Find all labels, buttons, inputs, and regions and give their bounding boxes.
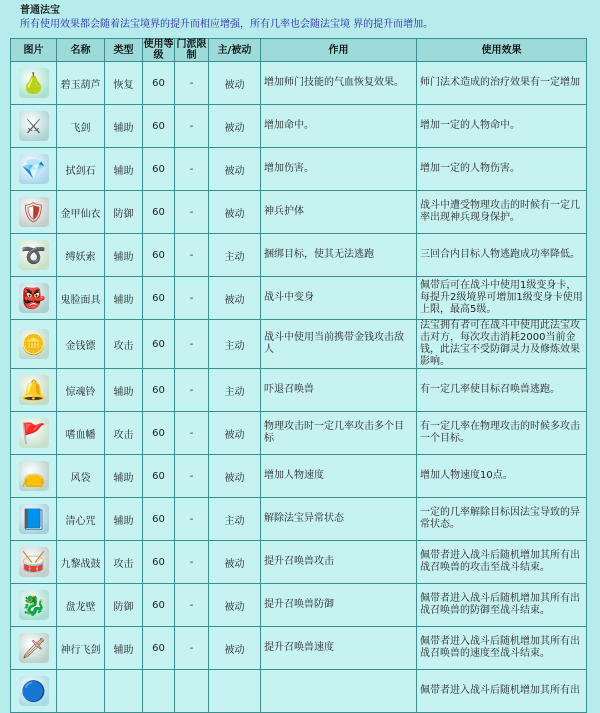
cell-use: 佩带者进入战斗后随机增加其所有出战召唤兽的防御至战斗结束。 (417, 584, 587, 627)
cell-level: 60 (143, 191, 175, 234)
cell-effect: 增加命中。 (261, 105, 417, 148)
cell-effect: 战斗中使用当前携带金钱攻击敌人 (261, 320, 417, 369)
cell-name (57, 670, 105, 713)
cell-mode (209, 670, 261, 713)
col-effect: 作用 (261, 39, 417, 62)
cell-image (11, 369, 57, 412)
cell-type: 辅助 (105, 369, 143, 412)
table-row (11, 670, 587, 713)
cell-type: 防御 (105, 191, 143, 234)
cell-image (11, 277, 57, 320)
col-school: 门派限制 (176, 39, 207, 61)
demon-rope-icon (19, 240, 49, 270)
cell-level: 60 (143, 541, 175, 584)
cell-effect: 战斗中变身 (261, 277, 417, 320)
cell-image (11, 584, 57, 627)
icon-glyph: 🥁 (21, 550, 46, 574)
cell-level: 60 (143, 627, 175, 670)
cell-mode: 主动 (209, 234, 261, 277)
icon-glyph: 🚩 (21, 421, 46, 445)
cell-image (11, 670, 57, 713)
col-use: 使用效果 (417, 39, 587, 62)
cell-level: 60 (143, 148, 175, 191)
cell-mode: 主动 (209, 369, 261, 412)
table-row (11, 455, 587, 498)
cell-type: 攻击 (105, 541, 143, 584)
flying-sword-icon (19, 633, 49, 663)
cell-use: 增加人物速度10点。 (417, 455, 587, 498)
col-level: 使用等级 (143, 39, 174, 61)
cell-type: 辅助 (105, 105, 143, 148)
table-row (11, 62, 587, 105)
cell-type: 辅助 (105, 498, 143, 541)
icon-glyph: 👝 (21, 464, 46, 488)
cell-use: 佩带者进入战斗后随机增加其所有出战召唤兽的速度至战斗结束。 (417, 627, 587, 670)
cell-level (143, 670, 175, 713)
cell-school: - (175, 541, 209, 584)
icon-glyph: 🪙 (21, 332, 46, 356)
cell-image (11, 627, 57, 670)
cell-mode: 被动 (209, 105, 261, 148)
cell-use: 法宝拥有者可在战斗中使用此法宝攻击对方，每次攻击消耗2000当前金钱，此法宝不受防御灵力及修炼效果影响。 (417, 320, 587, 369)
icon-glyph: ⚔ (24, 114, 43, 138)
cell-use: 增加一定的人物命中。 (417, 105, 587, 148)
cell-mode: 被动 (209, 412, 261, 455)
cell-name: 九黎战鼓 (57, 541, 105, 584)
cell-mode: 主动 (209, 498, 261, 541)
table-row (11, 277, 587, 320)
col-image: 图片 (11, 39, 57, 62)
cell-level: 60 (143, 234, 175, 277)
icon-glyph: 👺 (21, 286, 46, 310)
cell-type (105, 670, 143, 713)
cell-effect: 吓退召唤兽 (261, 369, 417, 412)
cell-name: 神行飞剑 (57, 627, 105, 670)
col-mode: 主/被动 (209, 39, 261, 62)
icon-glyph: 🔔 (21, 378, 46, 402)
blood-banner-icon (19, 418, 49, 448)
war-drum-icon (19, 547, 49, 577)
cell-mode: 主动 (209, 320, 261, 369)
cell-use: 战斗中遭受物理攻击的时候有一定几率出现神兵现身保护。 (417, 191, 587, 234)
cell-image (11, 105, 57, 148)
cell-type: 辅助 (105, 627, 143, 670)
cell-image (11, 320, 57, 369)
table-row (11, 627, 587, 670)
cell-school: - (175, 234, 209, 277)
cell-use: 佩带后可在战斗中使用1级变身卡，每提升2级境界可增加1级变身卡使用上限，最高5级。 (417, 277, 587, 320)
table-row (11, 584, 587, 627)
cell-effect: 增加伤害。 (261, 148, 417, 191)
cell-image (11, 455, 57, 498)
cell-level: 60 (143, 455, 175, 498)
cell-use: 三回合内目标人物逃跑成功率降低。 (417, 234, 587, 277)
cell-level: 60 (143, 320, 175, 369)
cell-effect: 提升召唤兽速度 (261, 627, 417, 670)
cell-effect: 神兵护体 (261, 191, 417, 234)
cell-image (11, 498, 57, 541)
cell-effect: 提升召唤兽防御 (261, 584, 417, 627)
cell-name: 盘龙壁 (57, 584, 105, 627)
table-row (11, 191, 587, 234)
cell-name: 金甲仙衣 (57, 191, 105, 234)
cell-school: - (175, 105, 209, 148)
cell-mode: 被动 (209, 541, 261, 584)
cell-school: - (175, 277, 209, 320)
cell-image (11, 412, 57, 455)
cell-level: 60 (143, 584, 175, 627)
cell-use: 佩带者进入战斗后随机增加其所有出战召唤兽的攻击至战斗结束。 (417, 541, 587, 584)
icon-glyph: 🗡 (20, 636, 47, 660)
cell-mode: 被动 (209, 277, 261, 320)
icon-glyph: ➰ (21, 243, 46, 267)
soul-bell-icon (19, 375, 49, 405)
table-row (11, 105, 587, 148)
cell-school: - (175, 191, 209, 234)
table-row (11, 498, 587, 541)
cell-level: 60 (143, 105, 175, 148)
cell-school: - (175, 627, 209, 670)
cell-name: 碧玉葫芦 (57, 62, 105, 105)
cell-school: - (175, 62, 209, 105)
cell-school (175, 670, 209, 713)
cell-use: 师门法术造成的治疗效果有一定增加 (417, 62, 587, 105)
treasure-table (10, 38, 587, 713)
cell-school: - (175, 584, 209, 627)
icon-glyph: 💎 (21, 157, 46, 181)
cell-type: 攻击 (105, 320, 143, 369)
table-row (11, 412, 587, 455)
cell-type: 防御 (105, 584, 143, 627)
table-row (11, 148, 587, 191)
icon-glyph: 🛡 (20, 200, 47, 224)
cell-image (11, 234, 57, 277)
cell-name: 鬼脸面具 (57, 277, 105, 320)
table-row (11, 369, 587, 412)
cell-image (11, 148, 57, 191)
page-header (0, 0, 600, 32)
cell-mode: 被动 (209, 62, 261, 105)
cell-use: 佩带者进入战斗后随机增加其所有出 (417, 670, 587, 713)
ghost-mask-icon (19, 283, 49, 313)
cell-type: 辅助 (105, 455, 143, 498)
icon-glyph: 🍐 (21, 71, 46, 95)
cell-mode: 被动 (209, 191, 261, 234)
section-title: 普通法宝 (20, 5, 60, 16)
cell-use: 增加一定的人物伤害。 (417, 148, 587, 191)
table-body (11, 62, 587, 713)
icon-glyph: 🔵 (21, 679, 46, 703)
cell-image (11, 62, 57, 105)
dragon-jade-icon (19, 590, 49, 620)
cell-level: 60 (143, 412, 175, 455)
cell-use: 有一定几率使目标召唤兽逃跑。 (417, 369, 587, 412)
cell-school: - (175, 455, 209, 498)
cell-image (11, 191, 57, 234)
cell-type: 辅助 (105, 148, 143, 191)
cell-effect (261, 670, 417, 713)
col-type: 类型 (105, 39, 143, 62)
cell-level: 60 (143, 498, 175, 541)
cell-mode: 被动 (209, 584, 261, 627)
cell-effect: 增加人物速度 (261, 455, 417, 498)
cell-use: 有一定几率在物理攻击的时候多攻击一个目标。 (417, 412, 587, 455)
cell-effect: 物理攻击时一定几率攻击多个目标 (261, 412, 417, 455)
spirit-orb-icon (19, 676, 49, 706)
cell-name: 飞剑 (57, 105, 105, 148)
cell-name: 嗜血幡 (57, 412, 105, 455)
cell-school: - (175, 412, 209, 455)
cell-mode: 被动 (209, 627, 261, 670)
cell-use: 一定的几率解除目标因法宝导致的异常状态。 (417, 498, 587, 541)
cell-type: 辅助 (105, 234, 143, 277)
table-row (11, 541, 587, 584)
crossed-swords-icon (19, 111, 49, 141)
cell-effect: 增加师门技能的气血恢复效果。 (261, 62, 417, 105)
cell-name: 金钱镖 (57, 320, 105, 369)
cell-name: 风袋 (57, 455, 105, 498)
cell-school: - (175, 498, 209, 541)
col-name: 名称 (57, 39, 105, 62)
cell-effect: 提升召唤兽攻击 (261, 541, 417, 584)
cell-mode: 被动 (209, 455, 261, 498)
cell-type: 恢复 (105, 62, 143, 105)
cell-name: 清心咒 (57, 498, 105, 541)
cell-name: 惊魂铃 (57, 369, 105, 412)
section-note: 所有使用效果都会随着法宝境界的提升而相应增强，所有几率也会随法宝境 界的提升而增加。 (20, 19, 434, 30)
cell-image (11, 541, 57, 584)
wind-bag-icon (19, 461, 49, 491)
icon-glyph: 🐉 (21, 593, 46, 617)
cell-type: 辅助 (105, 277, 143, 320)
sword-stone-icon (19, 154, 49, 184)
cell-school: - (175, 369, 209, 412)
cell-name: 缚妖索 (57, 234, 105, 277)
cell-name: 拭剑石 (57, 148, 105, 191)
cell-type: 攻击 (105, 412, 143, 455)
cell-mode: 被动 (209, 148, 261, 191)
green-gourd-icon (19, 68, 49, 98)
cell-level: 60 (143, 369, 175, 412)
cell-school: - (175, 148, 209, 191)
golden-armor-icon (19, 197, 49, 227)
table-row (11, 320, 587, 369)
cell-level: 60 (143, 277, 175, 320)
table-header-row (11, 39, 587, 62)
icon-glyph: 📘 (21, 507, 46, 531)
sutra-book-icon (19, 504, 49, 534)
cell-effect: 解除法宝异常状态 (261, 498, 417, 541)
table-row (11, 234, 587, 277)
coin-dart-icon (19, 329, 49, 359)
cell-effect: 捆绑目标，使其无法逃跑 (261, 234, 417, 277)
cell-level: 60 (143, 62, 175, 105)
cell-school: - (175, 320, 209, 369)
